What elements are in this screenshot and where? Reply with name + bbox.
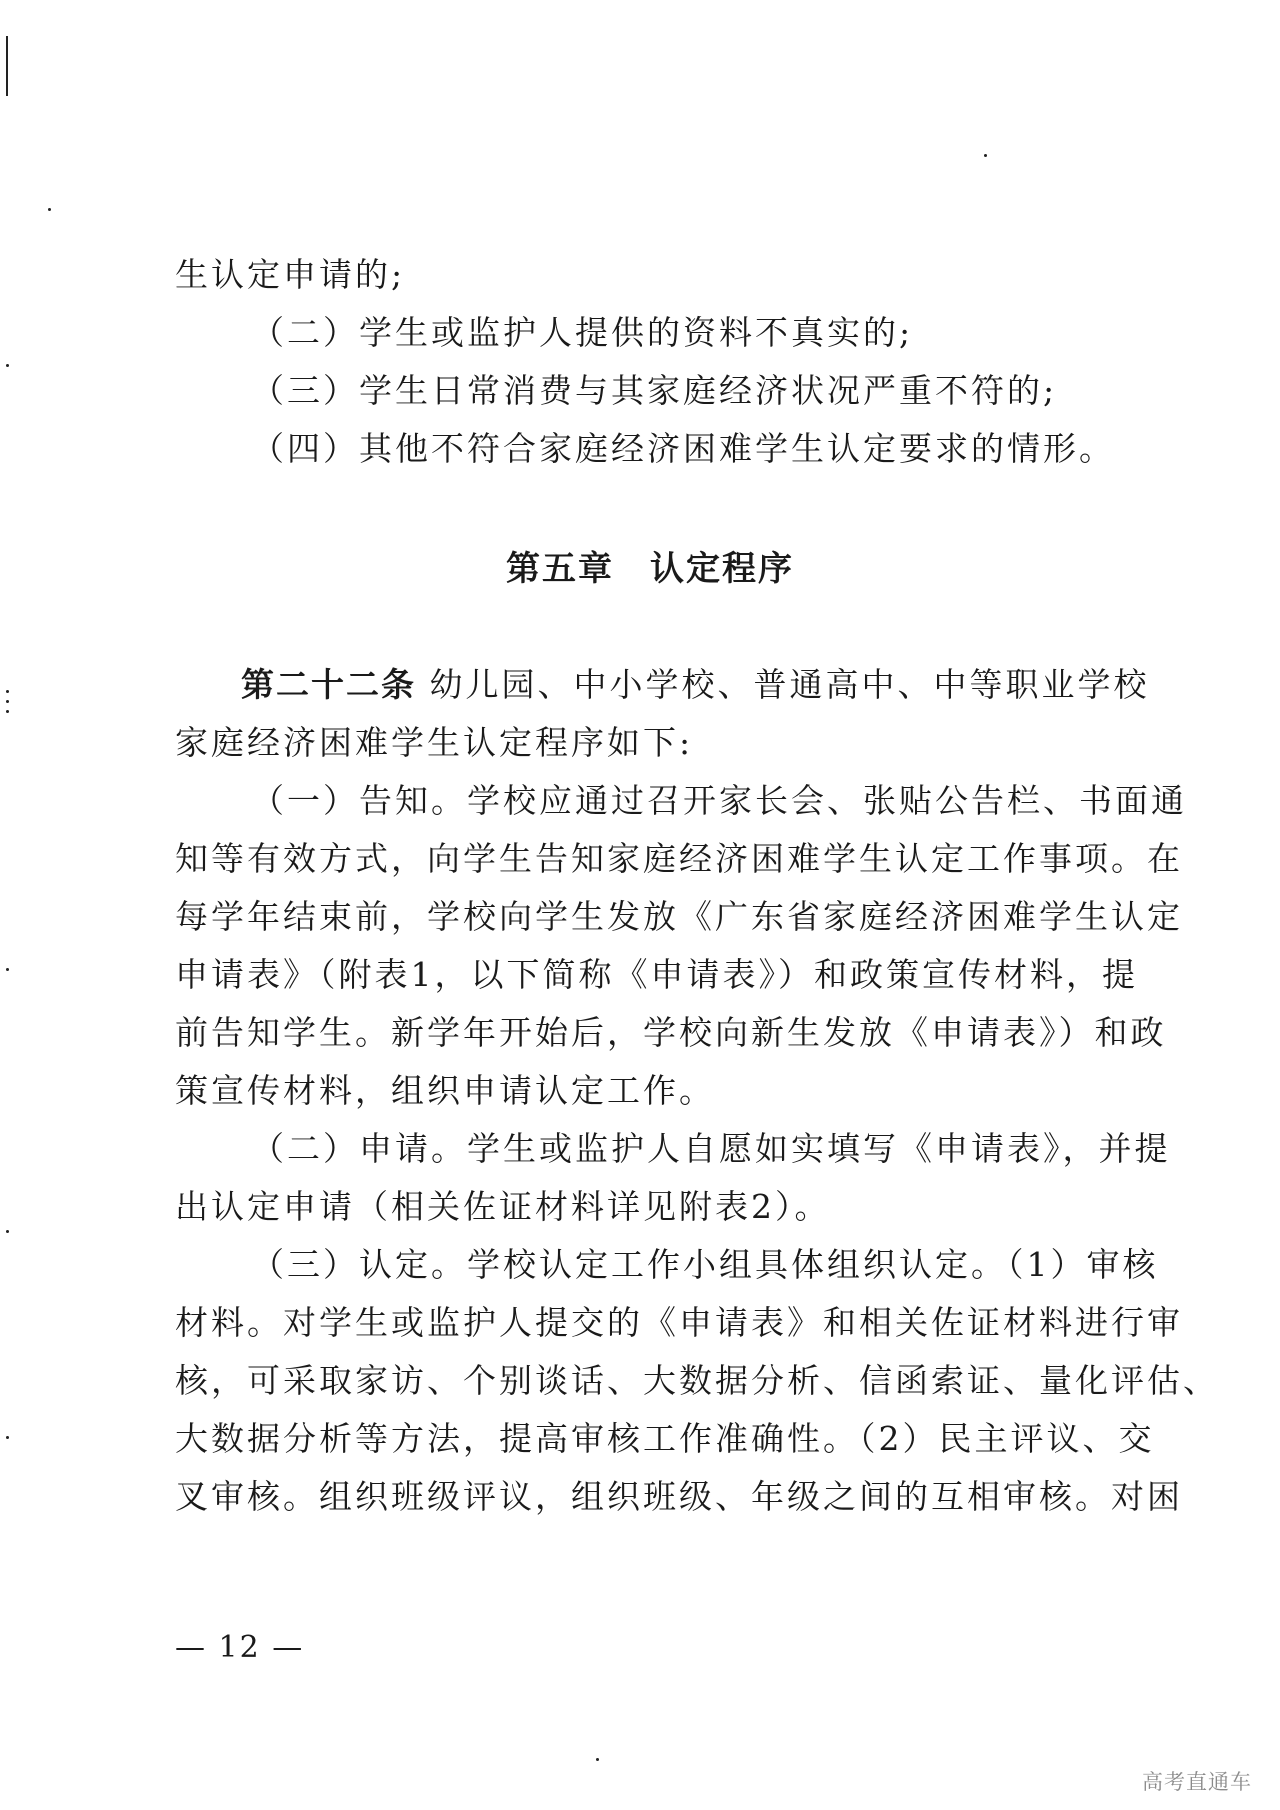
scan-speck (984, 154, 987, 157)
scan-speck (6, 364, 9, 367)
document-body (175, 246, 1219, 1526)
article-number: 第二十二条 (241, 665, 416, 704)
article-line: （二）申请。学生或监护人自愿如实填写《申请表》，并提 (251, 1129, 1171, 1168)
scan-speck (596, 1758, 599, 1761)
article-line: 申请表》（附表1，以下简称《申请表》）和政策宣传材料，提 (175, 955, 1138, 994)
list-item-3: （三）学生日常消费与其家庭经济状况严重不符的; (251, 371, 1058, 410)
article-line: 核，可采取家访、个别谈话、大数据分析、信函索证、量化评估、 (175, 1361, 1219, 1400)
article-line: 前告知学生。新学年开始后，学校向新生发放《申请表》）和政 (175, 1013, 1167, 1052)
list-item-4: （四）其他不符合家庭经济困难学生认定要求的情形。 (251, 429, 1115, 468)
scan-speck (6, 690, 9, 693)
article-line: 家庭经济困难学生认定程序如下: (175, 723, 694, 762)
article-first-line (175, 656, 1150, 714)
scan-speck (6, 700, 9, 703)
list-item-2: （二）学生或监护人提供的资料不真实的; (251, 313, 914, 352)
watermark: 高考直通车 (1142, 1770, 1252, 1794)
article-line: （三）认定。学校认定工作小组具体组织认定。（1）审核 (251, 1245, 1159, 1284)
article-line: 叉审核。组织班级评议，组织班级、年级之间的互相审核。对困 (175, 1477, 1183, 1516)
text-line-continuation: 生认定申请的; (175, 255, 406, 294)
scan-speck (6, 710, 9, 713)
scan-speck (6, 968, 9, 971)
article-line: 策宣传材料，组织申请认定工作。 (175, 1071, 715, 1110)
page-number: — 12 — (175, 1630, 305, 1665)
scan-speck (48, 208, 51, 211)
article-line: （一）告知。学校应通过召开家长会、张贴公告栏、书面通 (251, 781, 1187, 820)
scan-speck (6, 1436, 9, 1439)
chapter-heading: 第五章 认定程序 (506, 549, 794, 589)
scan-binding-mark (6, 36, 8, 96)
scan-speck (6, 1230, 9, 1233)
article-line: 出认定申请（相关佐证材料详见附表2）。 (175, 1187, 831, 1226)
article-line: 材料。对学生或监护人提交的《申请表》和相关佐证材料进行审 (175, 1303, 1183, 1342)
article-line: 大数据分析等方法，提高审核工作准确性。（2）民主评议、交 (175, 1419, 1155, 1458)
article-line: 每学年结束前，学校向学生发放《广东省家庭经济困难学生认定 (175, 897, 1183, 936)
article-line: 知等有效方式，向学生告知家庭经济困难学生认定工作事项。在 (175, 839, 1183, 878)
article-first-line-text: 幼儿园、中小学校、普通高中、中等职业学校 (416, 665, 1150, 704)
